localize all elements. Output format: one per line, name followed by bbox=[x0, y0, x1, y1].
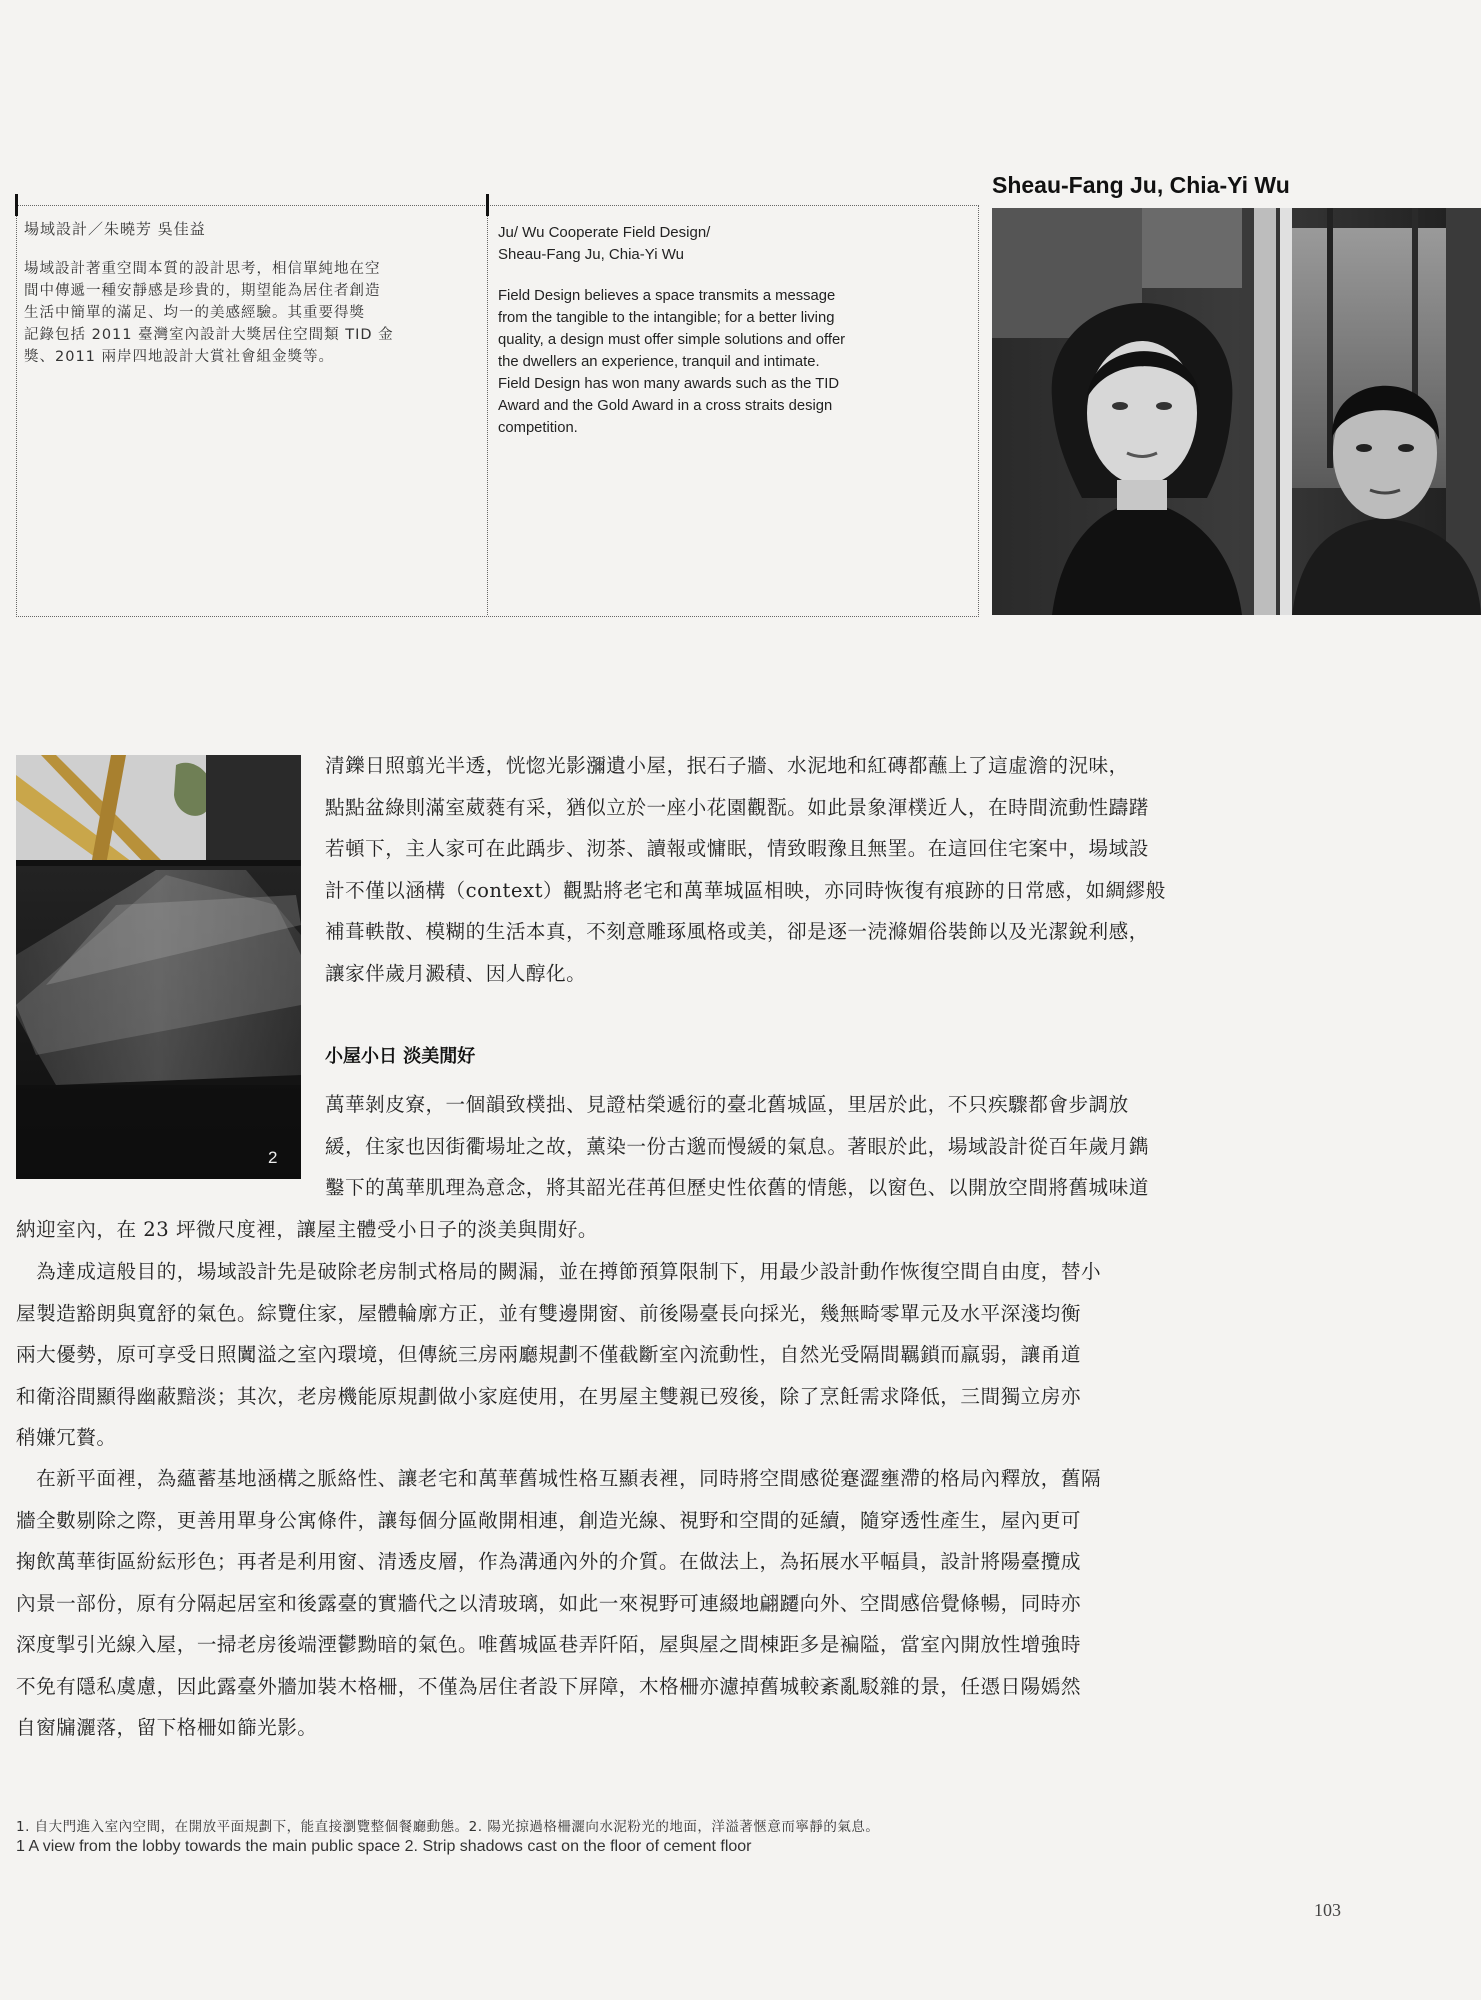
bio-line: from the tangible to the intangible; for a better living bbox=[498, 310, 835, 326]
text-line: 鑿下的萬華肌理為意念，將其韶光荏苒但歷史性依舊的情態，以窗色、以開放空間將舊城味道 bbox=[325, 1176, 1149, 1199]
bio-line: 場域設計著重空間本質的設計思考，相信單純地在空 bbox=[24, 261, 381, 277]
column-divider bbox=[487, 205, 488, 615]
text-line: 和衛浴間顯得幽蔽黯淡；其次，老房機能原規劃做小家庭使用，在男屋主雙親已歿後，除了烹飪需求降低，三間獨立房亦 bbox=[16, 1384, 1081, 1408]
designer-bio-zh bbox=[24, 258, 476, 368]
text-line: 兩大優勢，原可享受日照闐溢之室內環境，但傳統三房兩廳規劃不僅截斷室內流動性，自然光受隔間羈鎖而羸弱，讓甬道 bbox=[16, 1343, 1081, 1366]
designers-title: Sheau-Fang Ju, Chia-Yi Wu bbox=[992, 172, 1290, 198]
text-line: 為達成這般目的，場域設計先是破除老房制式格局的闕漏，並在撙節預算限制下，用最少設計動作恢復空間自由度，替小 bbox=[16, 1260, 1102, 1283]
photo-caption-zh: 1. 自大門進入室內空間，在開放平面規劃下，能直接瀏覽整個餐廳動態。2. 陽光掠過格柵灑向水泥粉光的地面，洋溢著愜意而寧靜的氣息。 bbox=[16, 1819, 880, 1835]
bio-line: 生活中簡單的滿足、均一的美感經驗。其重要得獎 bbox=[24, 305, 365, 321]
column-marker bbox=[486, 194, 489, 216]
designer-name-zh: 場域設計／朱曉芳 吳佳益 bbox=[24, 220, 206, 238]
text-line: 在新平面裡，為蘊蓄基地涵構之脈絡性、讓老宅和萬華舊城性格互顯表裡，同時將空間感從蹇澀壅滯的格局內釋放，舊隔 bbox=[16, 1467, 1102, 1490]
designers-portrait bbox=[992, 208, 1481, 615]
text-line: 點點盆綠則滿室葳蕤有采，猶似立於一座小花園觀翫。如此景象渾樸近人，在時間流動性躊躇 bbox=[325, 795, 1149, 819]
bio-line: 間中傳遞一種安靜感是珍貴的，期望能為居住者創造 bbox=[24, 283, 381, 299]
page-number: 103 bbox=[1314, 1900, 1341, 1920]
photo-caption-en: 1 A view from the lobby towards the main public space 2. Strip shadows cast on the floor of cement floor bbox=[16, 1838, 752, 1855]
photo-number: 2 bbox=[268, 1148, 278, 1167]
text-line: 深度掣引光線入屋，一掃老房後端湮鬱黝暗的氣色。唯舊城區巷弄阡陌，屋與屋之間棟距多是褊隘，當室內開放性增強時 bbox=[16, 1633, 1081, 1656]
column-divider-right bbox=[978, 205, 979, 615]
text-line: 自窗牖灑落，留下格柵如篩光影。 bbox=[16, 1716, 318, 1739]
text-line: 補葺軼散、模糊的生活本真，不刻意雕琢風格或美，卻是逐一涜滌媚俗裝飾以及光潔銳利感， bbox=[325, 920, 1149, 943]
text-line: 讓家伴歲月澱積、因人醇化。 bbox=[325, 961, 587, 985]
photo-image bbox=[16, 755, 301, 1179]
article-paragraph-4 bbox=[16, 1458, 1356, 1749]
text-line: 牆全數剔除之際，更善用單身公寓條件，讓每個分區敞開相連，創造光線、視野和空間的延續，隨穿透性產生，屋內更可 bbox=[16, 1508, 1081, 1532]
name-line: Sheau-Fang Ju, Chia-Yi Wu bbox=[498, 246, 684, 263]
interior-photo-shadows bbox=[16, 755, 301, 1179]
text-line: 屋製造豁朗與寬舒的氣色。綜覽住家，屋體輪廓方正，並有雙邊開窗、前後陽臺長向採光，幾無畸零單元及水平深淺均衡 bbox=[16, 1301, 1081, 1325]
section-heading: 小屋小日 淡美閒好 bbox=[325, 1046, 476, 1067]
text-line: 若頓下，主人家可在此踽步、沏茶、讀報或慵眠，情致暇豫且無罣。在這回住宅案中，場域設 bbox=[325, 837, 1149, 860]
article-paragraph-2 bbox=[325, 1084, 1355, 1209]
text-line: 緩，住家也因街衢場址之故，薰染一份古邈而慢緩的氣息。著眼於此，場域設計從百年歲月鐫 bbox=[325, 1134, 1149, 1158]
bio-line: Field Design believes a space transmits a message bbox=[498, 288, 836, 304]
name-line: Ju/ Wu Cooperate Field Design/ bbox=[498, 224, 711, 241]
text-line: 掬飲萬華街區紛紜形色；再者是利用窗、清透皮層，作為溝通內外的介質。在做法上，為拓展水平幅員，設計將陽臺攬成 bbox=[16, 1550, 1081, 1573]
text-line: 內景一部份，原有分隔起居室和後露臺的實牆代之以清玻璃，如此一來視野可連綴地翩躚向外、空間感倍覺條暢，同時亦 bbox=[16, 1591, 1081, 1615]
article-paragraph-2-cont bbox=[16, 1209, 1356, 1251]
text-line: 不免有隱私虞慮，因此露臺外牆加裝木格柵，不僅為居住者設下屏障，木格柵亦濾掉舊城較紊亂駁雜的景，任憑日陽嫣然 bbox=[16, 1674, 1081, 1698]
bio-line: Award and the Gold Award in a cross straits design bbox=[498, 398, 833, 414]
text-line: 納迎室內，在 23 坪微尺度裡，讓屋主體受小日子的淡美與閒好。 bbox=[16, 1218, 598, 1241]
text-line: 計不僅以涵構（context）觀點將老宅和萬華城區相映，亦同時恢復有痕跡的日常感，如綢繆般 bbox=[325, 878, 1166, 902]
article-paragraph-3 bbox=[16, 1251, 1356, 1459]
text-line: 萬華剝皮寮，一個韻致樸拙、見證枯榮遞衍的臺北舊城區，里居於此，不只疾驟都會步調放 bbox=[325, 1093, 1129, 1116]
article-paragraph-1 bbox=[325, 745, 1355, 994]
column-marker bbox=[15, 194, 18, 216]
designer-name-en bbox=[498, 222, 958, 266]
text-line: 稍嫌冗贅。 bbox=[16, 1426, 117, 1449]
bio-line: quality, a design must offer simple solutions and offer bbox=[498, 332, 846, 348]
designer-bio-en bbox=[498, 285, 966, 439]
bio-line: 記錄包括 2011 臺灣室內設計大獎居住空間類 TID 金 bbox=[24, 327, 394, 343]
bio-line: Field Design has won many awards such as the TID bbox=[498, 376, 840, 392]
bio-line: 獎、2011 兩岸四地設計大賞社會組金獎等。 bbox=[24, 349, 335, 365]
bio-line: the dwellers an experience, tranquil and intimate. bbox=[498, 354, 820, 370]
portrait-image bbox=[992, 208, 1481, 615]
text-line: 清鑠日照翦光半透，恍惚光影瀰遺小屋，抿石子牆、水泥地和紅磚都蘸上了這虛澹的況味， bbox=[325, 754, 1129, 777]
bio-line: competition. bbox=[498, 420, 578, 436]
